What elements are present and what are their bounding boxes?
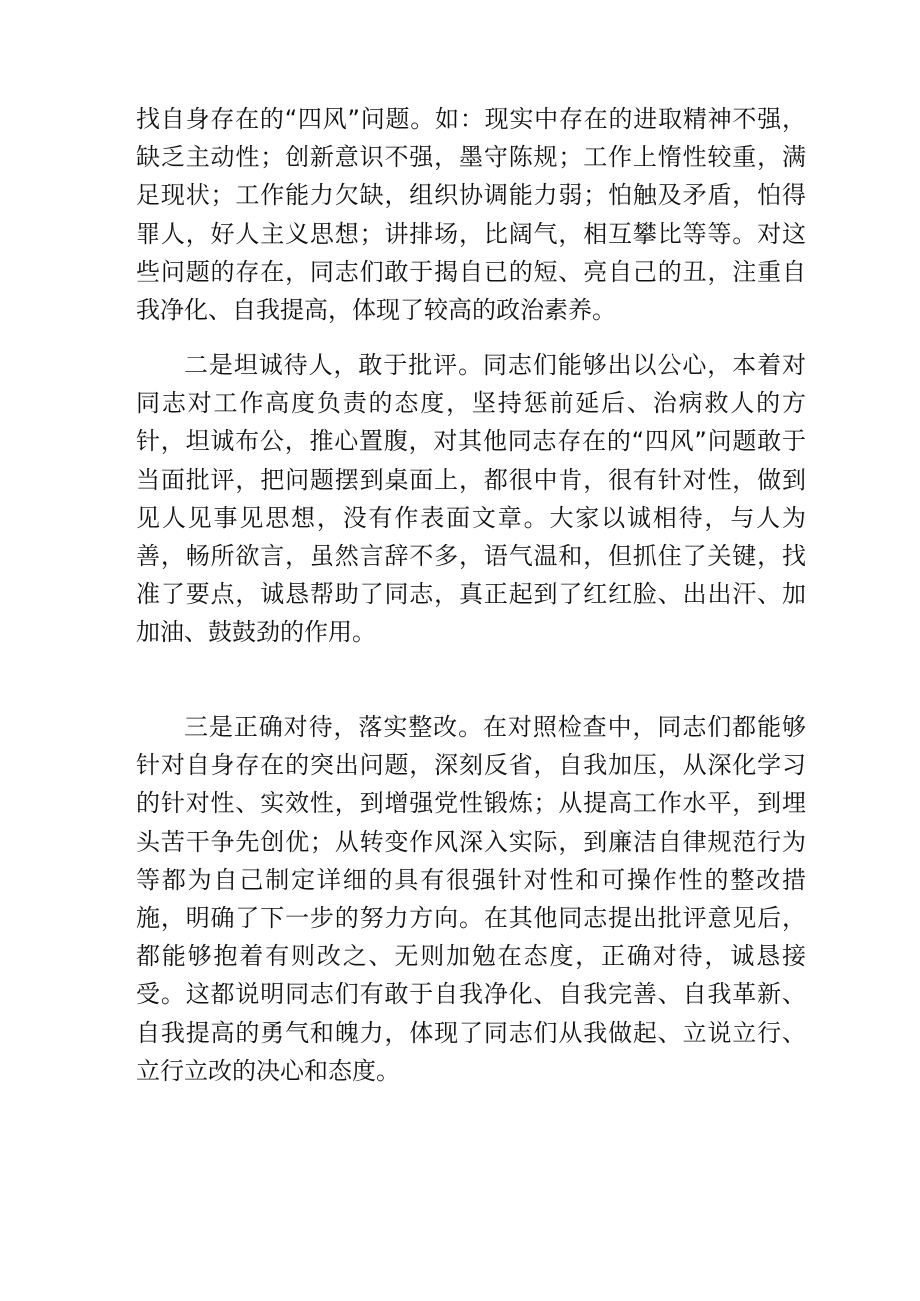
paragraph-candid-criticism: 二是坦诚待人，敢于批评。同志们能够出以公心，本着对同志对工作高度负责的态度，坚持惩前延后、治病救人的方针，坦诚布公，推心置腹，对其他同志存在的“四风”问题敢于当面批评，把问题摆到桌面上，都很中肯，很有针对性，做到见人见事见思想，没有作表面文章。大家以诚相待，与人为善，畅所欲言，虽然言辞不多，语气温和，但抓住了关键，找准了要点，诚恳帮助了同志，真正起到了红红脸、出出汗、加加油、鼓鼓劲的作用。 <box>136 351 806 647</box>
paragraph-rectification: 三是正确对待，落实整改。在对照检查中，同志们都能够针对自身存在的突出问题，深刻反省，自我加压，从深化学习的针对性、实效性，到增强党性锻炼；从提高工作水平，到埋头苦干争先创优；从转变作风深入实际，到廉洁自律规范行为等都为自己制定详细的具有很强针对性和可操作性的整改措施，明确了下一步的努力方向。在其他同志提出批评意见后，都能够抱着有则改之、无则加勉在态度，正确对待，诚恳接受。这都说明同志们有敢于自我净化、自我完善、自我革新、自我提高的勇气和魄力，体现了同志们从我做起、立说立行、立行立改的决心和态度。 <box>136 713 806 1085</box>
paragraph-four-winds-issues: 找自身存在的“四风”问题。如：现实中存在的进取精神不强，缺乏主动性；创新意识不强，墨守陈规；工作上惰性较重，满足现状；工作能力欠缺，组织协调能力弱；怕触及矛盾，怕得罪人，好人主义思想；讲排场，比阔气，相互攀比等等。对这些问题的存在，同志们敢于揭自已的短、亮自己的丑，注重自我净化、自我提高，体现了较高的政治素养。 <box>136 105 806 325</box>
